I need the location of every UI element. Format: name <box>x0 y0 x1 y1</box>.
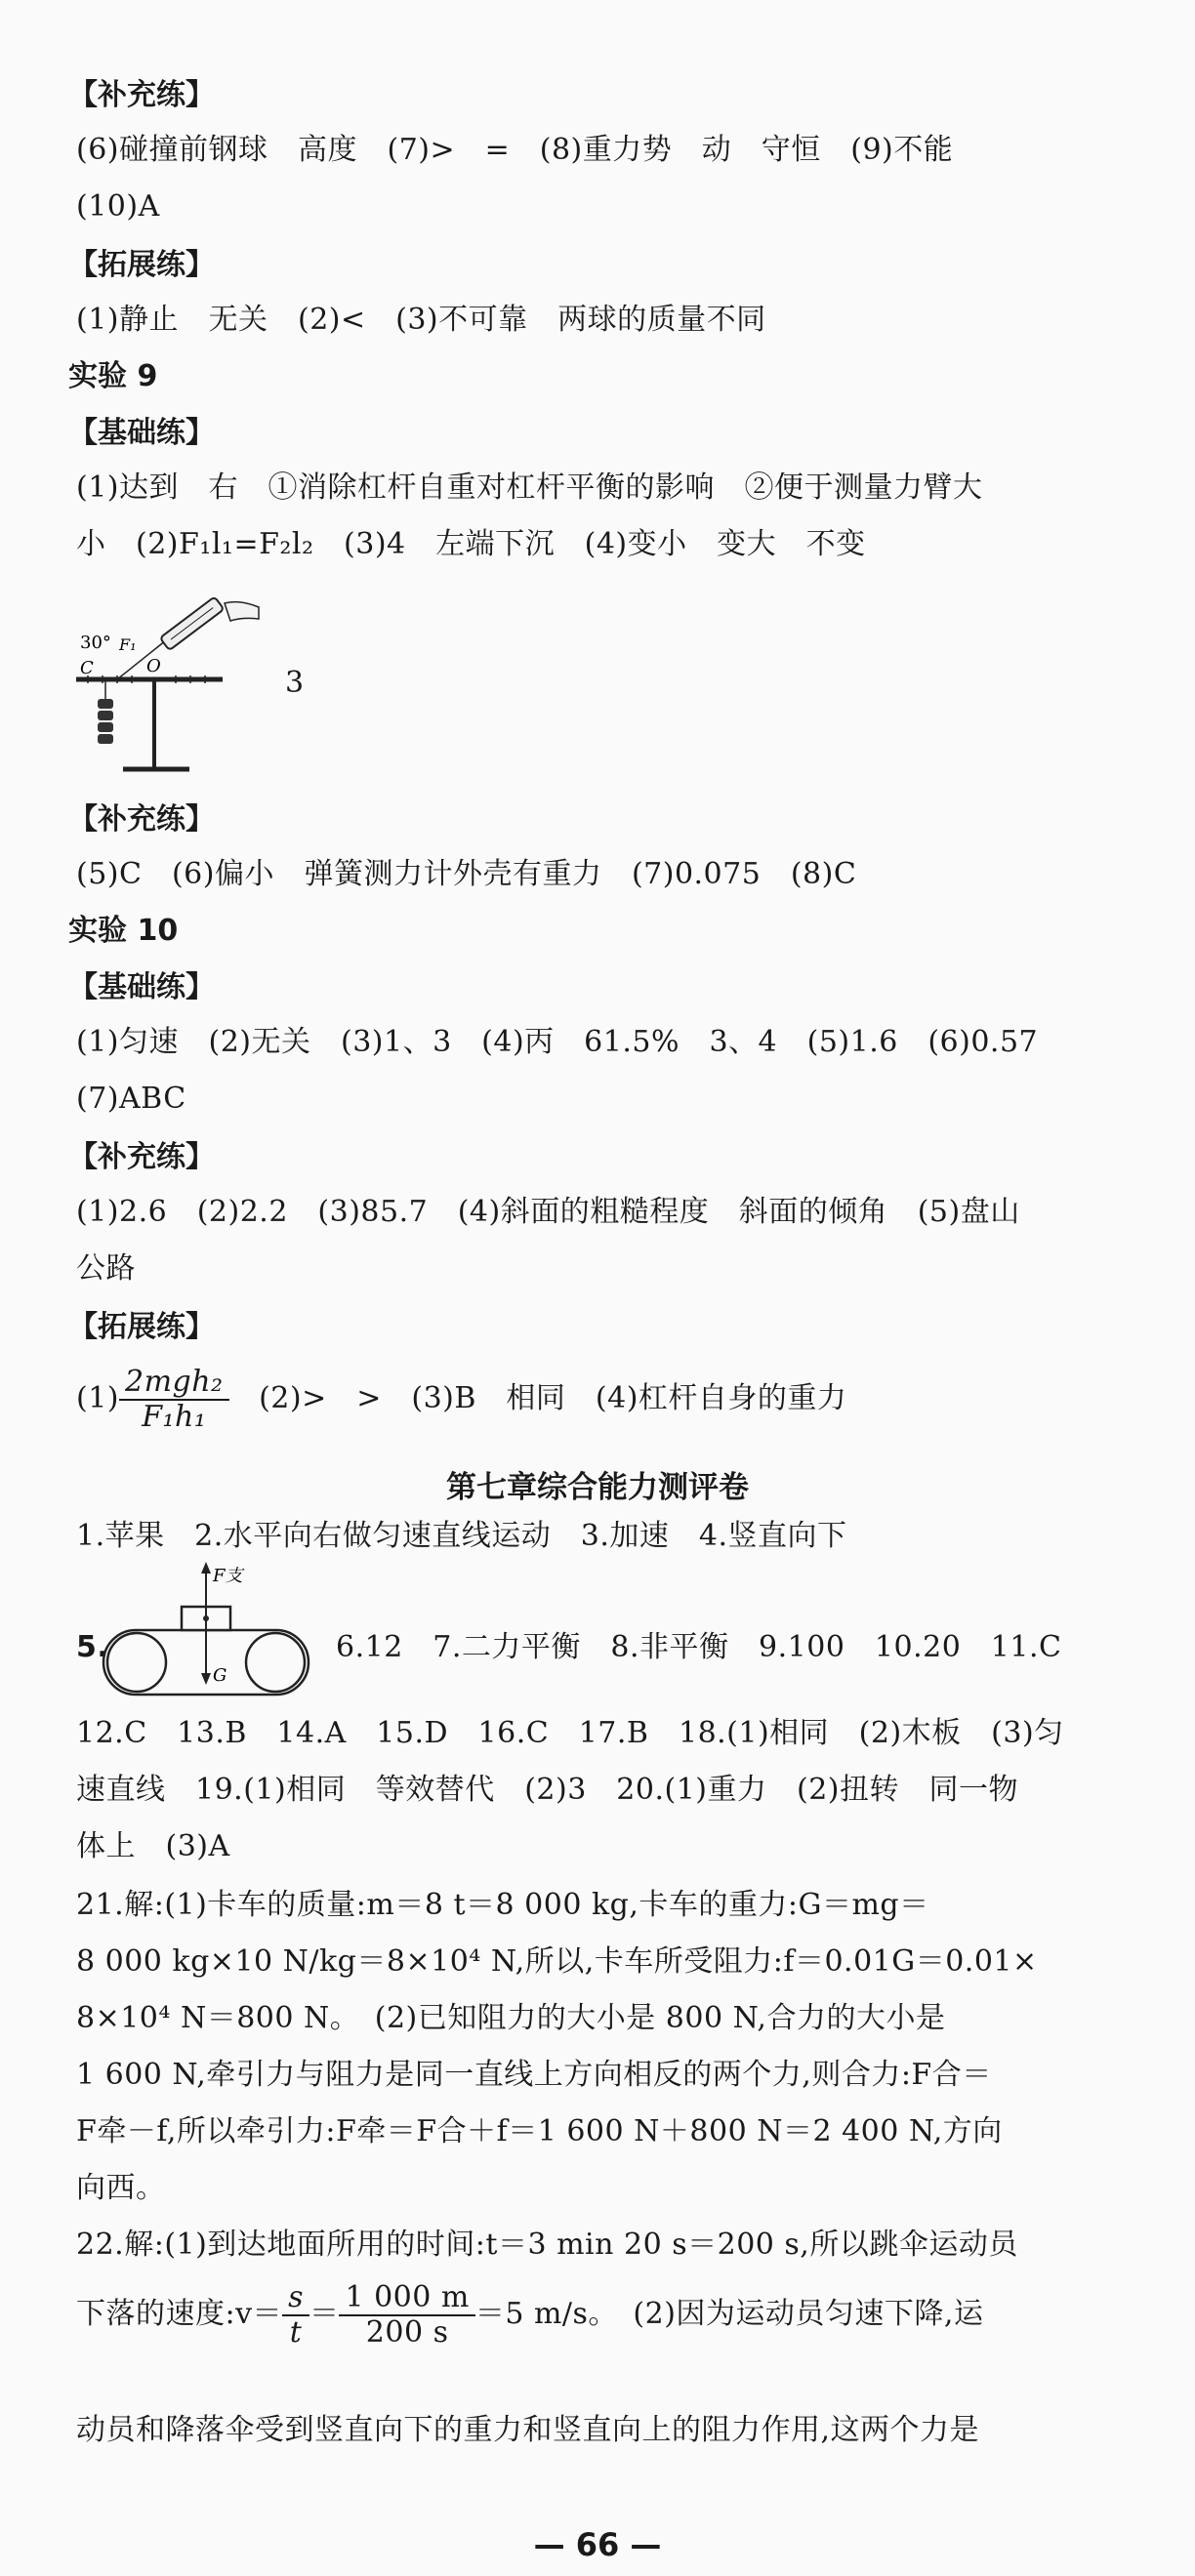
fraction: $\frac{1 000 m}{200 s}$ <box>339 2281 474 2350</box>
section-heading: 【补充练】 <box>68 1140 215 1174</box>
experiment-title: 实验 10 <box>68 914 179 948</box>
section-heading: 【补充练】 <box>68 78 215 112</box>
answer-line: 速直线 19.(1)相同 等效替代 (2)3 20.(1)重力 (2)扭转 同一物 <box>76 1773 1018 1807</box>
fraction: $\frac{s}{t}$ <box>282 2281 309 2350</box>
lever-diagram <box>68 593 264 779</box>
page-number: — 66 — <box>533 2526 662 2563</box>
fraction: $\frac{\text{2mgh₂}}{\text{F₁h₁}}$ <box>119 1366 229 1434</box>
answer-line: (1) $\frac{\text{2mgh₂}}{\text{F₁h₁}}$ (2)> > (3)B 相同 (4)杠杆自身的重力 <box>76 1365 847 1434</box>
section-heading: 【补充练】 <box>68 802 215 837</box>
gravity-label: G <box>213 1665 227 1686</box>
answer-line: (6)碰撞前钢球 高度 (7)> = (8)重力势 动 守恒 (9)不能 <box>76 133 954 167</box>
section-heading: 【拓展练】 <box>68 248 215 282</box>
answer-line: (1)2.6 (2)2.2 (3)85.7 (4)斜面的粗糙程度 斜面的倾角 (5)盘山 <box>76 1195 1020 1229</box>
answer-line: 小 (2)F₁l₁=F₂l₂ (3)4 左端下沉 (4)变小 变大 不变 <box>76 527 866 561</box>
answer-line: F牵－f,所以牵引力:F牵＝F合＋f＝1 600 N＋800 N＝2 400 N,方向 <box>76 2114 1003 2148</box>
answer-line: (7)ABC <box>76 1082 186 1116</box>
support-force-label: F支 <box>213 1566 243 1586</box>
answer-line: 8×10⁴ N＝800 N。 (2)已知阻力的大小是 800 N,合力的大小是 <box>76 2001 946 2035</box>
section-heading: 【基础练】 <box>68 416 215 450</box>
answer-line: 下落的速度:v＝ $\frac{s}{t}$ ＝ $\frac{1 000 m}{200 s}$ ＝5 m/s。 (2)因为运动员匀速下降,运 <box>76 2280 984 2350</box>
answer-line: 6.12 7.二力平衡 8.非平衡 9.100 10.20 11.C <box>336 1630 1062 1664</box>
answer-line: 3 <box>285 666 305 700</box>
point-c-label: C <box>80 658 94 678</box>
answer-line: 1 600 N,牵引力与阻力是同一直线上方向相反的两个力,则合力:F合＝ <box>76 2058 992 2092</box>
angle-label: 30° <box>80 633 111 653</box>
section-heading: 【拓展练】 <box>68 1310 215 1344</box>
answer-line: 公路 <box>76 1251 136 1286</box>
chapter-title: 第七章综合能力测评卷 <box>446 1470 749 1505</box>
answer-line: (1)静止 无关 (2)< (3)不可靠 两球的质量不同 <box>76 303 766 337</box>
answer-line: (5)C (6)偏小 弹簧测力计外壳有重力 (7)0.075 (8)C <box>76 857 857 891</box>
section-heading: 【基础练】 <box>68 970 215 1004</box>
point-o-label: O <box>146 656 161 676</box>
answer-line: 向西。 <box>76 2171 166 2205</box>
force-diagram <box>98 1560 322 1716</box>
question-number: 5. <box>76 1630 109 1664</box>
answer-line: 体上 (3)A <box>76 1829 230 1863</box>
answer-line: (10)A <box>76 189 160 224</box>
answer-line: (1)匀速 (2)无关 (3)1、3 (4)丙 61.5% 3、4 (5)1.6 (6)0.57 <box>76 1025 1039 1059</box>
answer-line: 1.苹果 2.水平向右做匀速直线运动 3.加速 4.竖直向下 <box>76 1519 847 1553</box>
answer-line: 动员和降落伞受到竖直向下的重力和竖直向上的阻力作用,这两个力是 <box>76 2413 980 2447</box>
answer-line: 21.解:(1)卡车的质量:m＝8 t＝8 000 kg,卡车的重力:G＝mg＝ <box>76 1888 929 1922</box>
answer-line: 8 000 kg×10 N/kg＝8×10⁴ N,所以,卡车所受阻力:f＝0.01G＝0.01× <box>76 1944 1038 1979</box>
answer-line: 12.C 13.B 14.A 15.D 16.C 17.B 18.(1)相同 (2)木板 (3)匀 <box>76 1716 1064 1750</box>
force-label: F₁ <box>119 635 137 654</box>
answer-line: 22.解:(1)到达地面所用的时间:t＝3 min 20 s＝200 s,所以跳伞运动员 <box>76 2228 1018 2262</box>
experiment-title: 实验 9 <box>68 359 158 393</box>
answer-line: (1)达到 右 ①消除杠杆自重对杠杆平衡的影响 ②便于测量力臂大 <box>76 470 983 505</box>
